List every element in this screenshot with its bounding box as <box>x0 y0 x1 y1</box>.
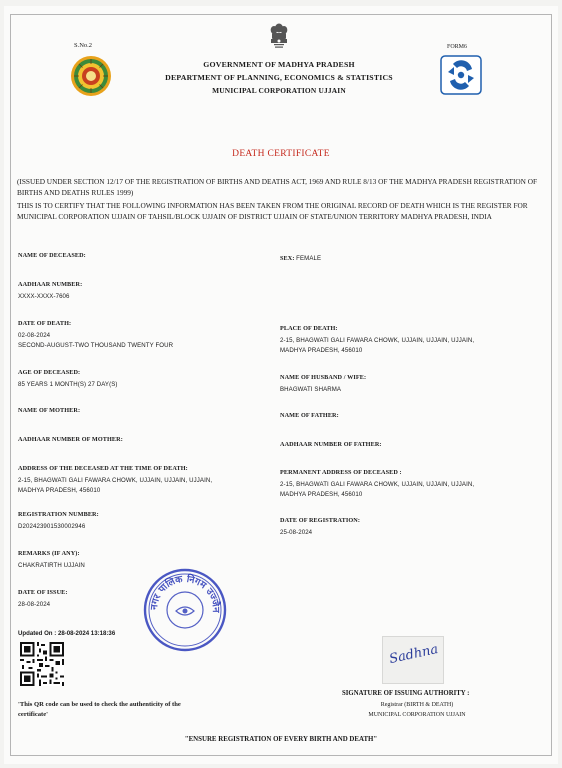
crs-logo-icon <box>440 55 482 95</box>
signature-authority-label: SIGNATURE OF ISSUING AUTHORITY : <box>342 690 470 697</box>
registrar-title: Registrar (BIRTH & DEATH) <box>380 702 454 708</box>
issued-under-text: (ISSUED UNDER SECTION 12/17 OF THE REGISTRATION OF BIRTHS AND DEATHS ACT, 1969 AND RULE 8/13 OF THE MADHYA PRADESH REGISTRATION OF BIRTHS AND DEATHS RULES 1999) <box>17 177 538 197</box>
date-of-issue-label: DATE OF ISSUE: <box>18 589 68 596</box>
qr-note-line2: certificate' <box>18 711 49 718</box>
name-of-deceased-label: NAME OF DECEASED: <box>18 252 86 259</box>
registration-number-label: REGISTRATION NUMBER: <box>18 511 99 518</box>
place-of-death-line2: MADHYA PRADESH, 456010 <box>280 347 363 354</box>
registration-number-value: D202423901530002946 <box>18 523 86 530</box>
registrar-office: MUNICIPAL CORPORATION UJJAIN <box>368 711 466 718</box>
signature-box <box>382 636 444 684</box>
form-number: FORM6 <box>447 44 468 50</box>
footer-slogan: "ENSURE REGISTRATION OF EVERY BIRTH AND DEATH" <box>184 736 378 743</box>
sex-label-text: SEX: <box>280 255 295 262</box>
address-at-death-line2: MADHYA PRADESH, 456010 <box>18 487 101 494</box>
qr-code-icon <box>20 642 64 686</box>
permanent-address-line2: MADHYA PRADESH, 456010 <box>280 491 363 498</box>
stamp-text: नगर पालिक निगम उज्जैन <box>148 573 222 613</box>
place-of-death-line1: 2-15, BHAGWATI GALI FAWARA CHOWK, UJJAIN, UJJAIN, UJJAIN, <box>280 337 475 344</box>
header-government: GOVERNMENT OF MADHYA PRADESH <box>203 60 355 69</box>
date-of-issue-value: 28-08-2024 <box>18 601 51 608</box>
date-of-death-words: SECOND-AUGUST-TWO THOUSAND TWENTY FOUR <box>18 342 174 349</box>
name-of-father-label: NAME OF FATHER: <box>280 412 339 419</box>
header-department: DEPARTMENT OF PLANNING, ECONOMICS & STATISTICS <box>165 73 393 82</box>
qr-note <box>18 700 268 720</box>
certificate-title: DEATH CERTIFICATE <box>232 149 330 159</box>
date-of-registration-label: DATE OF REGISTRATION: <box>280 517 361 524</box>
aadhaar-number-label: AADHAAR NUMBER: <box>18 281 83 288</box>
date-of-death-value: 02-08-2024 <box>18 332 51 339</box>
certify-text: THIS IS TO CERTIFY THAT THE FOLLOWING INFORMATION HAS BEEN TAKEN FROM THE ORIGINAL RECORD OF DEATH WHICH IS THE REGISTER FOR MUNICIPAL CORPORATION UJJAIN OF TAHSIL/BLOCK UJJAIN OF DISTRICT UJJAIN OF STATE/UNION TERRITORY MADHYA PRADESH, INDIA <box>17 201 528 221</box>
aadhaar-of-father-label: AADHAAR NUMBER OF FATHER: <box>280 441 382 448</box>
address-at-death-line1: 2-15, BHAGWATI GALI FAWARA CHOWK, UJJAIN, UJJAIN, UJJAIN, <box>18 477 213 484</box>
qr-note-line1: 'This QR code can be used to check the authenticity of the <box>18 701 181 708</box>
place-of-death-label: PLACE OF DEATH: <box>280 325 338 332</box>
national-emblem-icon <box>268 22 290 54</box>
name-of-mother-label: NAME OF MOTHER: <box>18 407 81 414</box>
aadhaar-of-mother-label: AADHAAR NUMBER OF MOTHER: <box>18 436 123 443</box>
mp-government-seal-icon <box>70 55 112 97</box>
address-at-death-label: ADDRESS OF THE DECEASED AT THE TIME OF DEATH: <box>18 465 188 472</box>
remarks-value: CHAKRATIRTH UJJAIN <box>18 562 85 569</box>
permanent-address-line1: 2-15, BHAGWATI GALI FAWARA CHOWK, UJJAIN, UJJAIN, UJJAIN, <box>280 481 475 488</box>
sex-value: FEMALE <box>296 255 322 262</box>
remarks-label: REMARKS (IF ANY): <box>18 550 80 557</box>
husband-wife-value: BHAGWATI SHARMA <box>280 386 342 393</box>
handwritten-signature: Sadhna <box>387 642 440 667</box>
serial-number: S.No.2 <box>74 42 93 49</box>
date-of-death-label: DATE OF DEATH: <box>18 320 72 327</box>
date-of-registration-value: 25-08-2024 <box>280 529 313 536</box>
sex-label <box>280 254 321 263</box>
updated-on-timestamp: Updated On : 28-08-2024 13:18:36 <box>18 630 116 637</box>
header-corporation: MUNICIPAL CORPORATION UJJAIN <box>212 86 346 95</box>
husband-wife-label: NAME OF HUSBAND / WIFE: <box>280 374 367 381</box>
age-of-deceased-label: AGE OF DECEASED: <box>18 369 81 376</box>
permanent-address-label: PERMANENT ADDRESS OF DECEASED : <box>280 469 402 476</box>
aadhaar-number-value: XXXX-XXXX-7606 <box>18 293 70 300</box>
registrar-block <box>342 701 492 720</box>
age-of-deceased-value: 85 YEARS 1 MONTH(S) 27 DAY(S) <box>18 381 118 388</box>
municipal-stamp-icon <box>142 567 228 653</box>
